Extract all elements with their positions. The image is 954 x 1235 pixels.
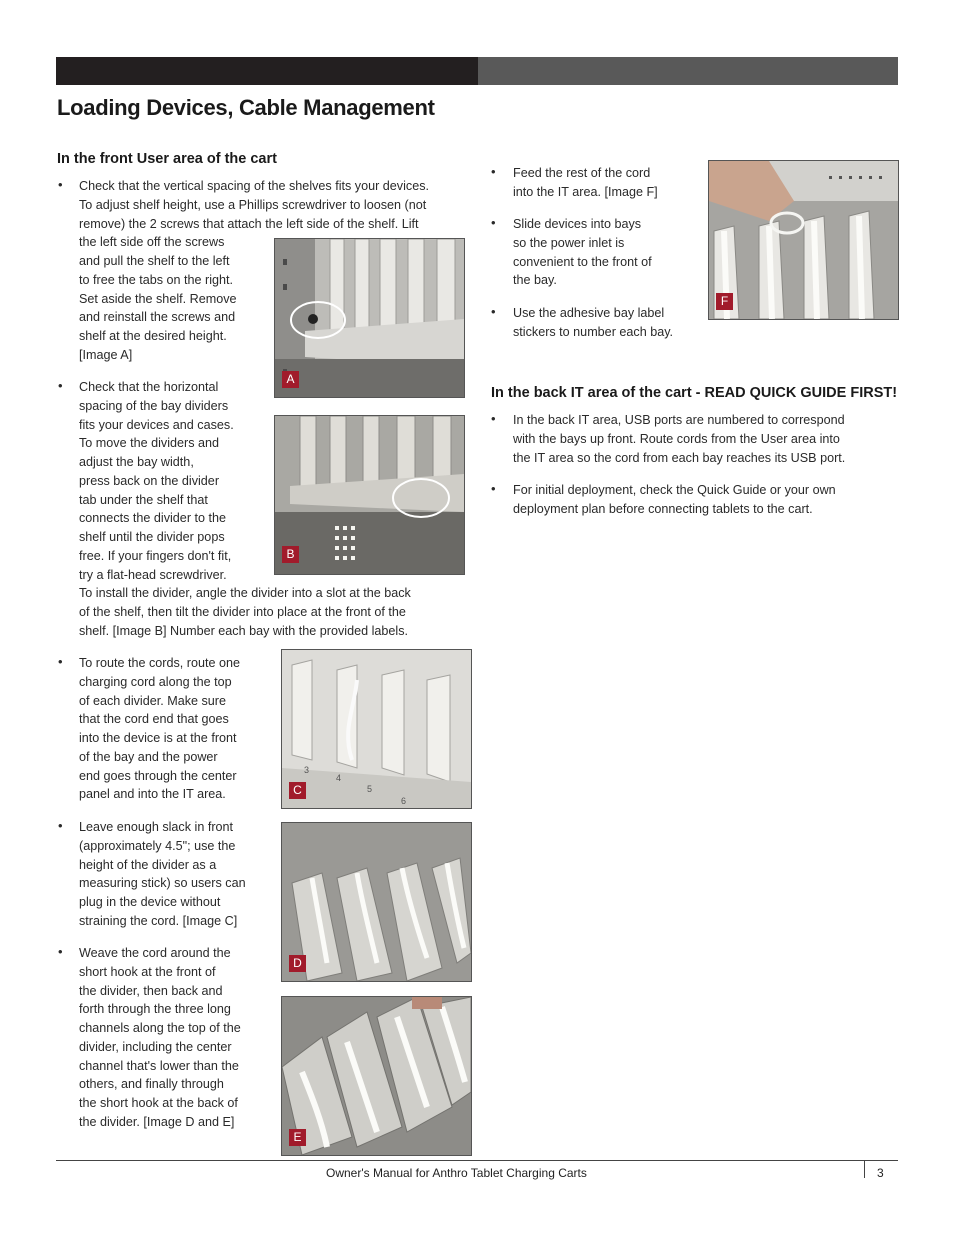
back-bullet-2: For initial deployment, check the Quick Guide or your own deployment plan before connecting tablets to the cart. <box>513 483 836 516</box>
bullet-dot: • <box>491 215 496 230</box>
right-bullet-3: Use the adhesive bay label stickers to number each bay. <box>513 306 674 339</box>
bay-number: 6 <box>401 796 407 806</box>
right-bullet-2: Slide devices into bays so the power inlet is convenient to the front of the bay. <box>513 217 652 288</box>
bay-number: 5 <box>367 784 373 794</box>
bay-number: 3 <box>304 765 310 775</box>
image-b-bay-dividers <box>274 415 465 575</box>
front-section-heading: In the front User area of the cart <box>57 151 277 167</box>
image-c-cord-routing <box>281 649 472 809</box>
back-bullet-1: In the back IT area, USB ports are numbered to correspond with the bays up front. Route cords from the User area into the IT area so the cord from each bay reaches its USB port. <box>513 413 846 465</box>
page-title: Loading Devices, Cable Management <box>57 95 435 120</box>
front-bullet-5: Weave the cord around the short hook at the front of the divider, then back and forth through the three long channels along the top of the divider, including the center channel that's lower than the others, and finally through the short hook at the back of the divider. [Image D and E] <box>79 946 241 1129</box>
image-e-cord-weave <box>281 996 472 1156</box>
bay-number: 4 <box>336 773 342 783</box>
back-section-heading: In the back IT area of the cart - READ QUICK GUIDE FIRST! <box>491 385 898 401</box>
image-d-cord-weave <box>281 822 472 982</box>
page-number: 3 <box>877 1166 884 1180</box>
footer-title: Owner's Manual for Anthro Tablet Charging Carts <box>326 1166 587 1180</box>
image-f-label: F <box>716 293 733 310</box>
front-bullet-1: Check that the vertical spacing of the shelves fits your devices. To adjust shelf height, use a Phillips screwdriver to loosen (not remove) the 2 screws that attach the left side of the shelf. Lift the left side off the screws and pull the shelf to the left to free the tabs on the right. Set aside the shelf. Remove and reinstall the screws and shelf at the desired height. [Image A] <box>79 179 429 362</box>
bullet-dot: • <box>491 411 496 426</box>
bullet-dot: • <box>58 818 63 833</box>
image-f-feed-cord <box>708 160 899 320</box>
image-a-shelf-screws <box>274 238 465 398</box>
bullet-dot: • <box>58 944 63 959</box>
right-bullet-1: Feed the rest of the cord into the IT area. [Image F] <box>513 166 658 199</box>
bullet-dot: • <box>58 378 63 393</box>
image-c-label: C <box>289 782 306 799</box>
header-bar-gray <box>478 57 898 85</box>
front-bullet-4: Leave enough slack in front (approximately 4.5"; use the height of the divider as a measuring stick) so users can plug in the device without straining the cord. [Image C] <box>79 820 246 928</box>
front-bullet-2: Check that the horizontal spacing of the bay dividers fits your devices and cases. To move the dividers and adjust the bay width, press back on the divider tab under the shelf that connects the divider to the shelf until the divider pops free. If your fingers don't fit, try a flat-head screwdriver. To install the divider, angle the divider into a slot at the back of the shelf, then tilt the divider into place at the front of the shelf. [Image B] Number each bay with the provided labels. <box>79 380 411 638</box>
image-e-label: E <box>289 1129 306 1146</box>
image-a-label: A <box>282 371 299 388</box>
bullet-dot: • <box>58 177 63 192</box>
header-bar-dark <box>56 57 478 85</box>
bullet-dot: • <box>491 304 496 319</box>
bullet-dot: • <box>491 481 496 496</box>
bullet-dot: • <box>58 654 63 669</box>
front-bullet-3: To route the cords, route one charging cord along the top of each divider. Make sure that the cord end that goes into the device is at the front of the bay and the power end goes through the center panel and into the IT area. <box>79 656 241 802</box>
footer-rule <box>56 1160 898 1161</box>
bullet-dot: • <box>491 164 496 179</box>
footer-divider <box>864 1160 865 1178</box>
image-d-label: D <box>289 955 306 972</box>
image-b-label: B <box>282 546 299 563</box>
